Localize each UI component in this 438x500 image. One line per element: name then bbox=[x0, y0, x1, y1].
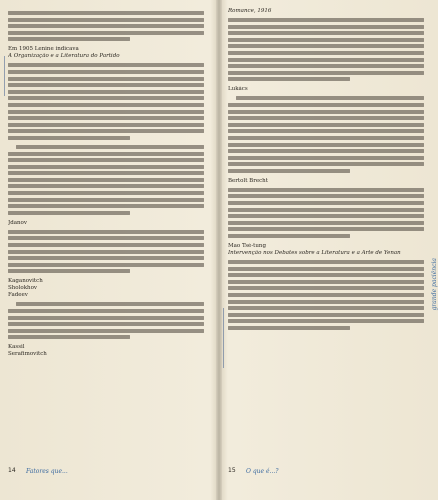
paragraph-block bbox=[8, 302, 204, 339]
name-mention: Serafimovitch bbox=[8, 351, 47, 358]
name-mention: Kaganovitch bbox=[8, 278, 43, 285]
paragraph-block bbox=[8, 11, 204, 41]
pencil-margin-mark bbox=[223, 308, 224, 368]
name-mention: Lukács bbox=[228, 86, 248, 93]
paragraph-block bbox=[228, 18, 424, 81]
pencil-margin-mark bbox=[4, 56, 5, 96]
cited-title: A Organização e a Literatura do Partido bbox=[8, 53, 120, 60]
left-page bbox=[8, 8, 204, 478]
page-number: 14 bbox=[8, 467, 16, 474]
paragraph-block bbox=[8, 145, 204, 215]
name-mention: Fadeev bbox=[8, 292, 28, 299]
cited-title: Intervenção nos Debates sobre a Literatura e a Arte de Yenan bbox=[228, 250, 401, 257]
page-number: 15 bbox=[228, 467, 236, 474]
handwritten-margin-note: grande paciência bbox=[431, 258, 438, 311]
handwritten-footer-note: Fatores que... bbox=[26, 468, 68, 475]
right-page bbox=[228, 8, 438, 478]
paragraph-block bbox=[8, 230, 204, 274]
name-mention: Bertolt Brecht bbox=[228, 177, 268, 184]
cited-title: Romance, 1916 bbox=[228, 8, 272, 14]
name-mention: Jdanov bbox=[8, 219, 27, 226]
name-mention: Mao Tsé-tung bbox=[228, 243, 266, 250]
paragraph-block bbox=[228, 188, 424, 238]
name-mention: Sholokhov bbox=[8, 285, 37, 292]
handwritten-footer-note: O que é...? bbox=[246, 468, 279, 475]
paragraph-block bbox=[8, 63, 204, 140]
quoted-fragment: Em 1905 Lenine indicava bbox=[8, 46, 79, 53]
paragraph-block bbox=[228, 260, 424, 330]
book-gutter bbox=[216, 0, 222, 500]
name-mention: Kassil bbox=[8, 344, 25, 351]
paragraph-block bbox=[228, 96, 424, 173]
